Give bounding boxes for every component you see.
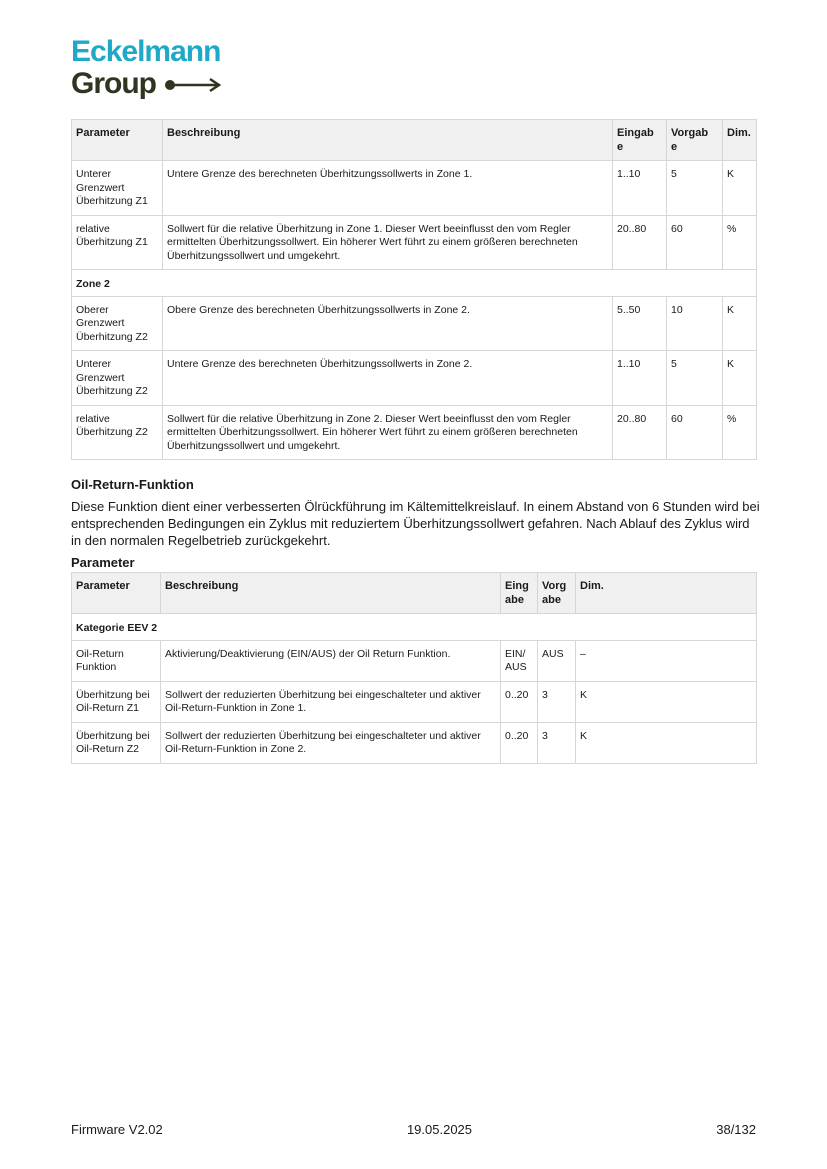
company-logo [71,36,222,100]
table-row [72,215,757,270]
cell-parameter: Überhitzung bei Oil-Return Z2 [72,722,161,763]
cell-input-range: 1..10 [613,351,667,406]
cell-description: Sollwert der reduzierten Überhitzung bei eingeschalteter und aktiver Oil-Return-Funktion in Zone 1. [161,681,501,722]
header-vorgabe: Vorg abe [538,573,576,614]
cell-default: 10 [667,296,723,351]
cell-default: 5 [667,351,723,406]
cell-parameter: Unterer Grenzwert Überhitzung Z2 [72,351,163,406]
table-row [72,640,757,681]
header-eingabe: Eing abe [501,573,538,614]
header-dim: Dim. [723,120,757,161]
logo-text-group-word: Group [71,67,156,100]
cell-description: Sollwert der reduzierten Überhitzung bei eingeschalteter und aktiver Oil-Return-Funktion in Zone 2. [161,722,501,763]
cell-description: Aktivierung/Deaktivierung (EIN/AUS) der Oil Return Funktion. [161,640,501,681]
cell-parameter: Oil-Return Funktion [72,640,161,681]
arrow-right-icon [164,77,222,93]
zone-heading: Zone 2 [72,270,757,297]
table-zone-row [72,614,757,641]
table-row [72,296,757,351]
table-zone-row [72,270,757,297]
cell-input-range: 0..20 [501,722,538,763]
cell-default: 60 [667,215,723,270]
logo-text-eckelmann: Eckelmann [71,35,221,68]
cell-input-range: 0..20 [501,681,538,722]
cell-default: 3 [538,681,576,722]
footer-page-number: 38/132 [716,1122,756,1137]
table-row [72,405,757,460]
cell-dim: % [723,215,757,270]
header-vorgabe: Vorgab e [667,120,723,161]
cell-default: 60 [667,405,723,460]
footer-firmware-version: Firmware V2.02 [71,1122,163,1137]
cell-description: Untere Grenze des berechneten Überhitzungssollwerts in Zone 2. [163,351,613,406]
cell-parameter: relative Überhitzung Z2 [72,405,163,460]
cell-input-range: 5..50 [613,296,667,351]
cell-description: Untere Grenze des berechneten Überhitzungssollwerts in Zone 1. [163,161,613,216]
cell-default: 5 [667,161,723,216]
cell-input-range: 20..80 [613,215,667,270]
parameter-table-zones [71,119,757,460]
footer-date: 19.05.2025 [406,1122,473,1137]
page-footer [71,1122,756,1137]
category-heading: Kategorie EEV 2 [72,614,757,641]
cell-description: Obere Grenze des berechneten Überhitzungssollwerts in Zone 2. [163,296,613,351]
cell-dim: – [576,640,757,681]
cell-parameter: relative Überhitzung Z1 [72,215,163,270]
cell-parameter: Unterer Grenzwert Überhitzung Z1 [72,161,163,216]
table-row [72,681,757,722]
header-eingabe: Eingab e [613,120,667,161]
cell-input-range: 1..10 [613,161,667,216]
cell-parameter: Oberer Grenzwert Überhitzung Z2 [72,296,163,351]
cell-dim: K [723,296,757,351]
table-row [72,161,757,216]
section-paragraph: Diese Funktion dient einer verbesserten Ölrückführung im Kältemittelkreislauf. In einem Abstand von 6 Stunden wird bei entsprechenden Bedingungen ein Zyklus mit reduziertem Überhitzungssollwert gefahren. Nach Ablauf des Zyklus wird in den normalen Regelbetrieb zurückgekehrt. [71,499,760,548]
cell-dim: K [576,722,757,763]
cell-dim: K [723,161,757,216]
table-row [72,722,757,763]
cell-description: Sollwert für die relative Überhitzung in Zone 2. Dieser Wert beeinflusst den vom Regler ermittelten Überhitzungssollwert. Ein höherer Wert führt zu einem größeren berechneten Überhitzungssollwert und umgekehrt. [163,405,613,460]
header-parameter: Parameter [72,573,161,614]
section-title: Oil-Return-Funktion [71,477,194,492]
header-parameter: Parameter [72,120,163,161]
logo-text-group [71,68,222,100]
header-beschreibung: Beschreibung [163,120,613,161]
cell-dim: K [576,681,757,722]
header-dim: Dim. [576,573,757,614]
cell-parameter: Überhitzung bei Oil-Return Z1 [72,681,161,722]
cell-dim: K [723,351,757,406]
parameter-subtitle: Parameter [71,555,135,570]
cell-input-range: EIN/ AUS [501,640,538,681]
cell-input-range: 20..80 [613,405,667,460]
cell-description: Sollwert für die relative Überhitzung in Zone 1. Dieser Wert beeinflusst den vom Regler ermittelten Überhitzungssollwert. Ein höherer Wert führt zu einem größeren berechneten Überhitzungssollwert und umgekehrt. [163,215,613,270]
table-header-row [72,120,757,161]
cell-default: 3 [538,722,576,763]
cell-dim: % [723,405,757,460]
header-beschreibung: Beschreibung [161,573,501,614]
table-header-row [72,573,757,614]
parameter-table-oil-return [71,572,757,764]
table-row [72,351,757,406]
cell-default: AUS [538,640,576,681]
